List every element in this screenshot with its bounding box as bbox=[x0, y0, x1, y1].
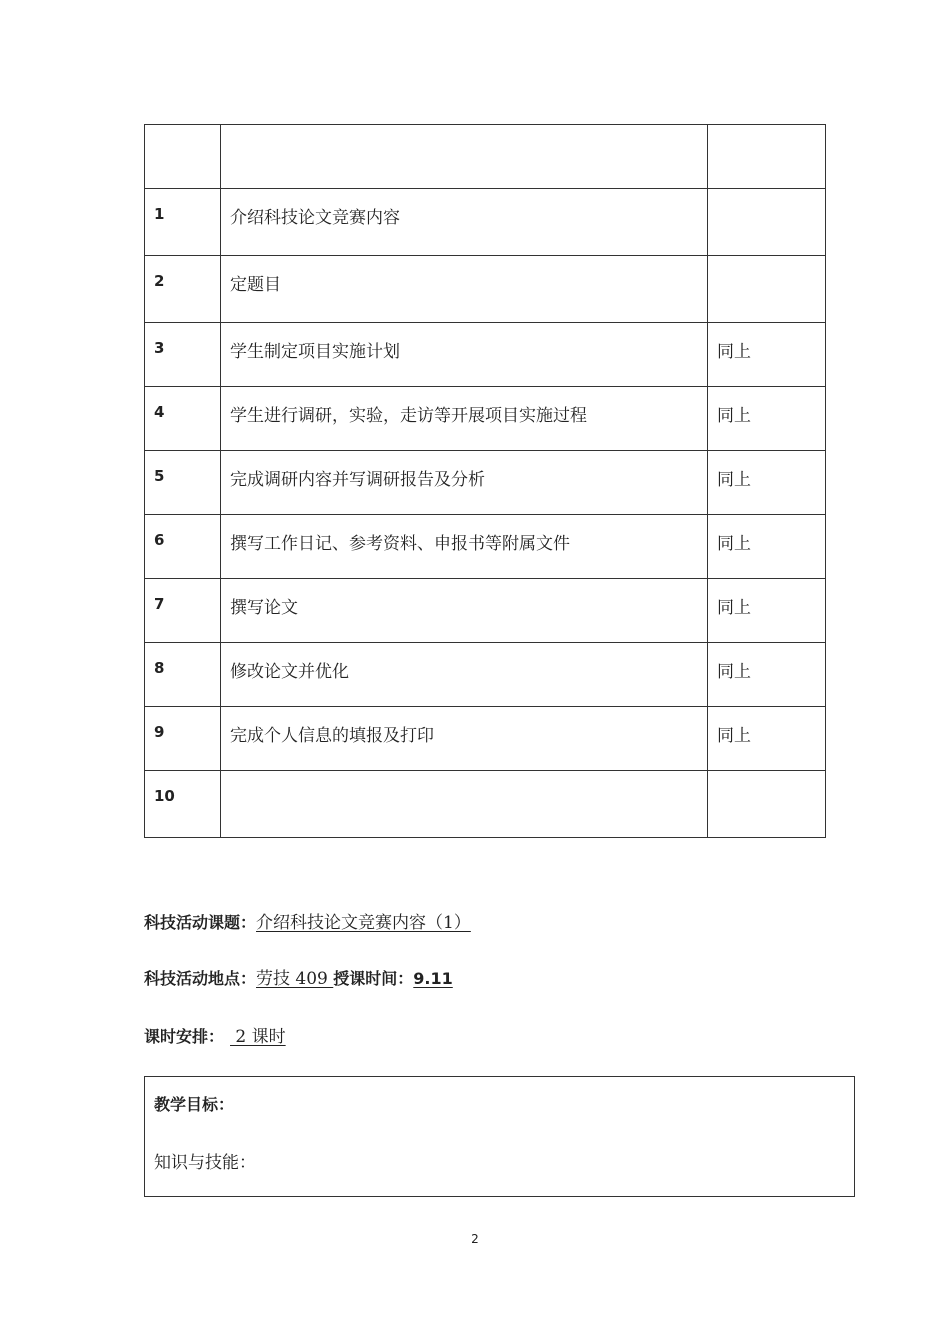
knowledge-skills-label: 知识与技能： bbox=[154, 1153, 256, 1173]
objectives-title: 教学目标： bbox=[154, 1095, 235, 1114]
row-content: 撰写工作日记、参考资料、申报书等附属文件 bbox=[221, 515, 708, 579]
table-row bbox=[145, 189, 826, 256]
row-content: 定题目 bbox=[221, 256, 708, 323]
row-note: 同上 bbox=[708, 707, 826, 771]
row-number bbox=[145, 125, 221, 189]
row-number: 1 bbox=[145, 189, 221, 256]
row-note: 同上 bbox=[708, 579, 826, 643]
activity-location-line bbox=[144, 964, 453, 989]
class-time-value: 9.11 bbox=[413, 969, 453, 988]
row-note: 同上 bbox=[708, 323, 826, 387]
table-row bbox=[145, 515, 826, 579]
row-number: 7 bbox=[145, 579, 221, 643]
row-note bbox=[708, 189, 826, 256]
row-note bbox=[708, 771, 826, 838]
table-row bbox=[145, 323, 826, 387]
schedule-table bbox=[144, 124, 826, 838]
activity-topic-label: 科技活动课题： bbox=[144, 913, 257, 932]
row-content: 学生制定项目实施计划 bbox=[221, 323, 708, 387]
row-content: 完成调研内容并写调研报告及分析 bbox=[221, 451, 708, 515]
row-note: 同上 bbox=[708, 451, 826, 515]
table-row bbox=[145, 771, 826, 838]
row-content bbox=[221, 125, 708, 189]
table-row bbox=[145, 125, 826, 189]
class-time-label: 授课时间： bbox=[333, 969, 414, 988]
table-row bbox=[145, 579, 826, 643]
row-note: 同上 bbox=[708, 643, 826, 707]
class-hours-line bbox=[144, 1022, 286, 1047]
row-number: 4 bbox=[145, 387, 221, 451]
row-content: 撰写论文 bbox=[221, 579, 708, 643]
row-content: 修改论文并优化 bbox=[221, 643, 708, 707]
table-row bbox=[145, 707, 826, 771]
table-row bbox=[145, 256, 826, 323]
table-row bbox=[145, 643, 826, 707]
row-content: 完成个人信息的填报及打印 bbox=[221, 707, 708, 771]
row-number: 8 bbox=[145, 643, 221, 707]
row-content: 学生进行调研，实验，走访等开展项目实施过程 bbox=[221, 387, 708, 451]
row-note: 同上 bbox=[708, 387, 826, 451]
row-note bbox=[708, 125, 826, 189]
page-number: 2 bbox=[471, 1232, 479, 1246]
activity-location-label: 科技活动地点： bbox=[144, 969, 257, 988]
row-number: 10 bbox=[145, 771, 221, 838]
teaching-objectives-box bbox=[144, 1076, 855, 1197]
class-hours-label: 课时安排： bbox=[144, 1027, 225, 1046]
table-row bbox=[145, 451, 826, 515]
class-hours-value: 2 课时 bbox=[230, 1027, 286, 1047]
row-number: 9 bbox=[145, 707, 221, 771]
activity-topic-value: 介绍科技论文竞赛内容（1） bbox=[256, 913, 471, 933]
row-note bbox=[708, 256, 826, 323]
activity-location-value: 劳技 409 bbox=[256, 969, 334, 989]
row-number: 3 bbox=[145, 323, 221, 387]
activity-topic-line bbox=[144, 908, 471, 933]
row-note: 同上 bbox=[708, 515, 826, 579]
row-number: 6 bbox=[145, 515, 221, 579]
row-content bbox=[221, 771, 708, 838]
row-content: 介绍科技论文竞赛内容 bbox=[221, 189, 708, 256]
table-row bbox=[145, 387, 826, 451]
row-number: 2 bbox=[145, 256, 221, 323]
row-number: 5 bbox=[145, 451, 221, 515]
